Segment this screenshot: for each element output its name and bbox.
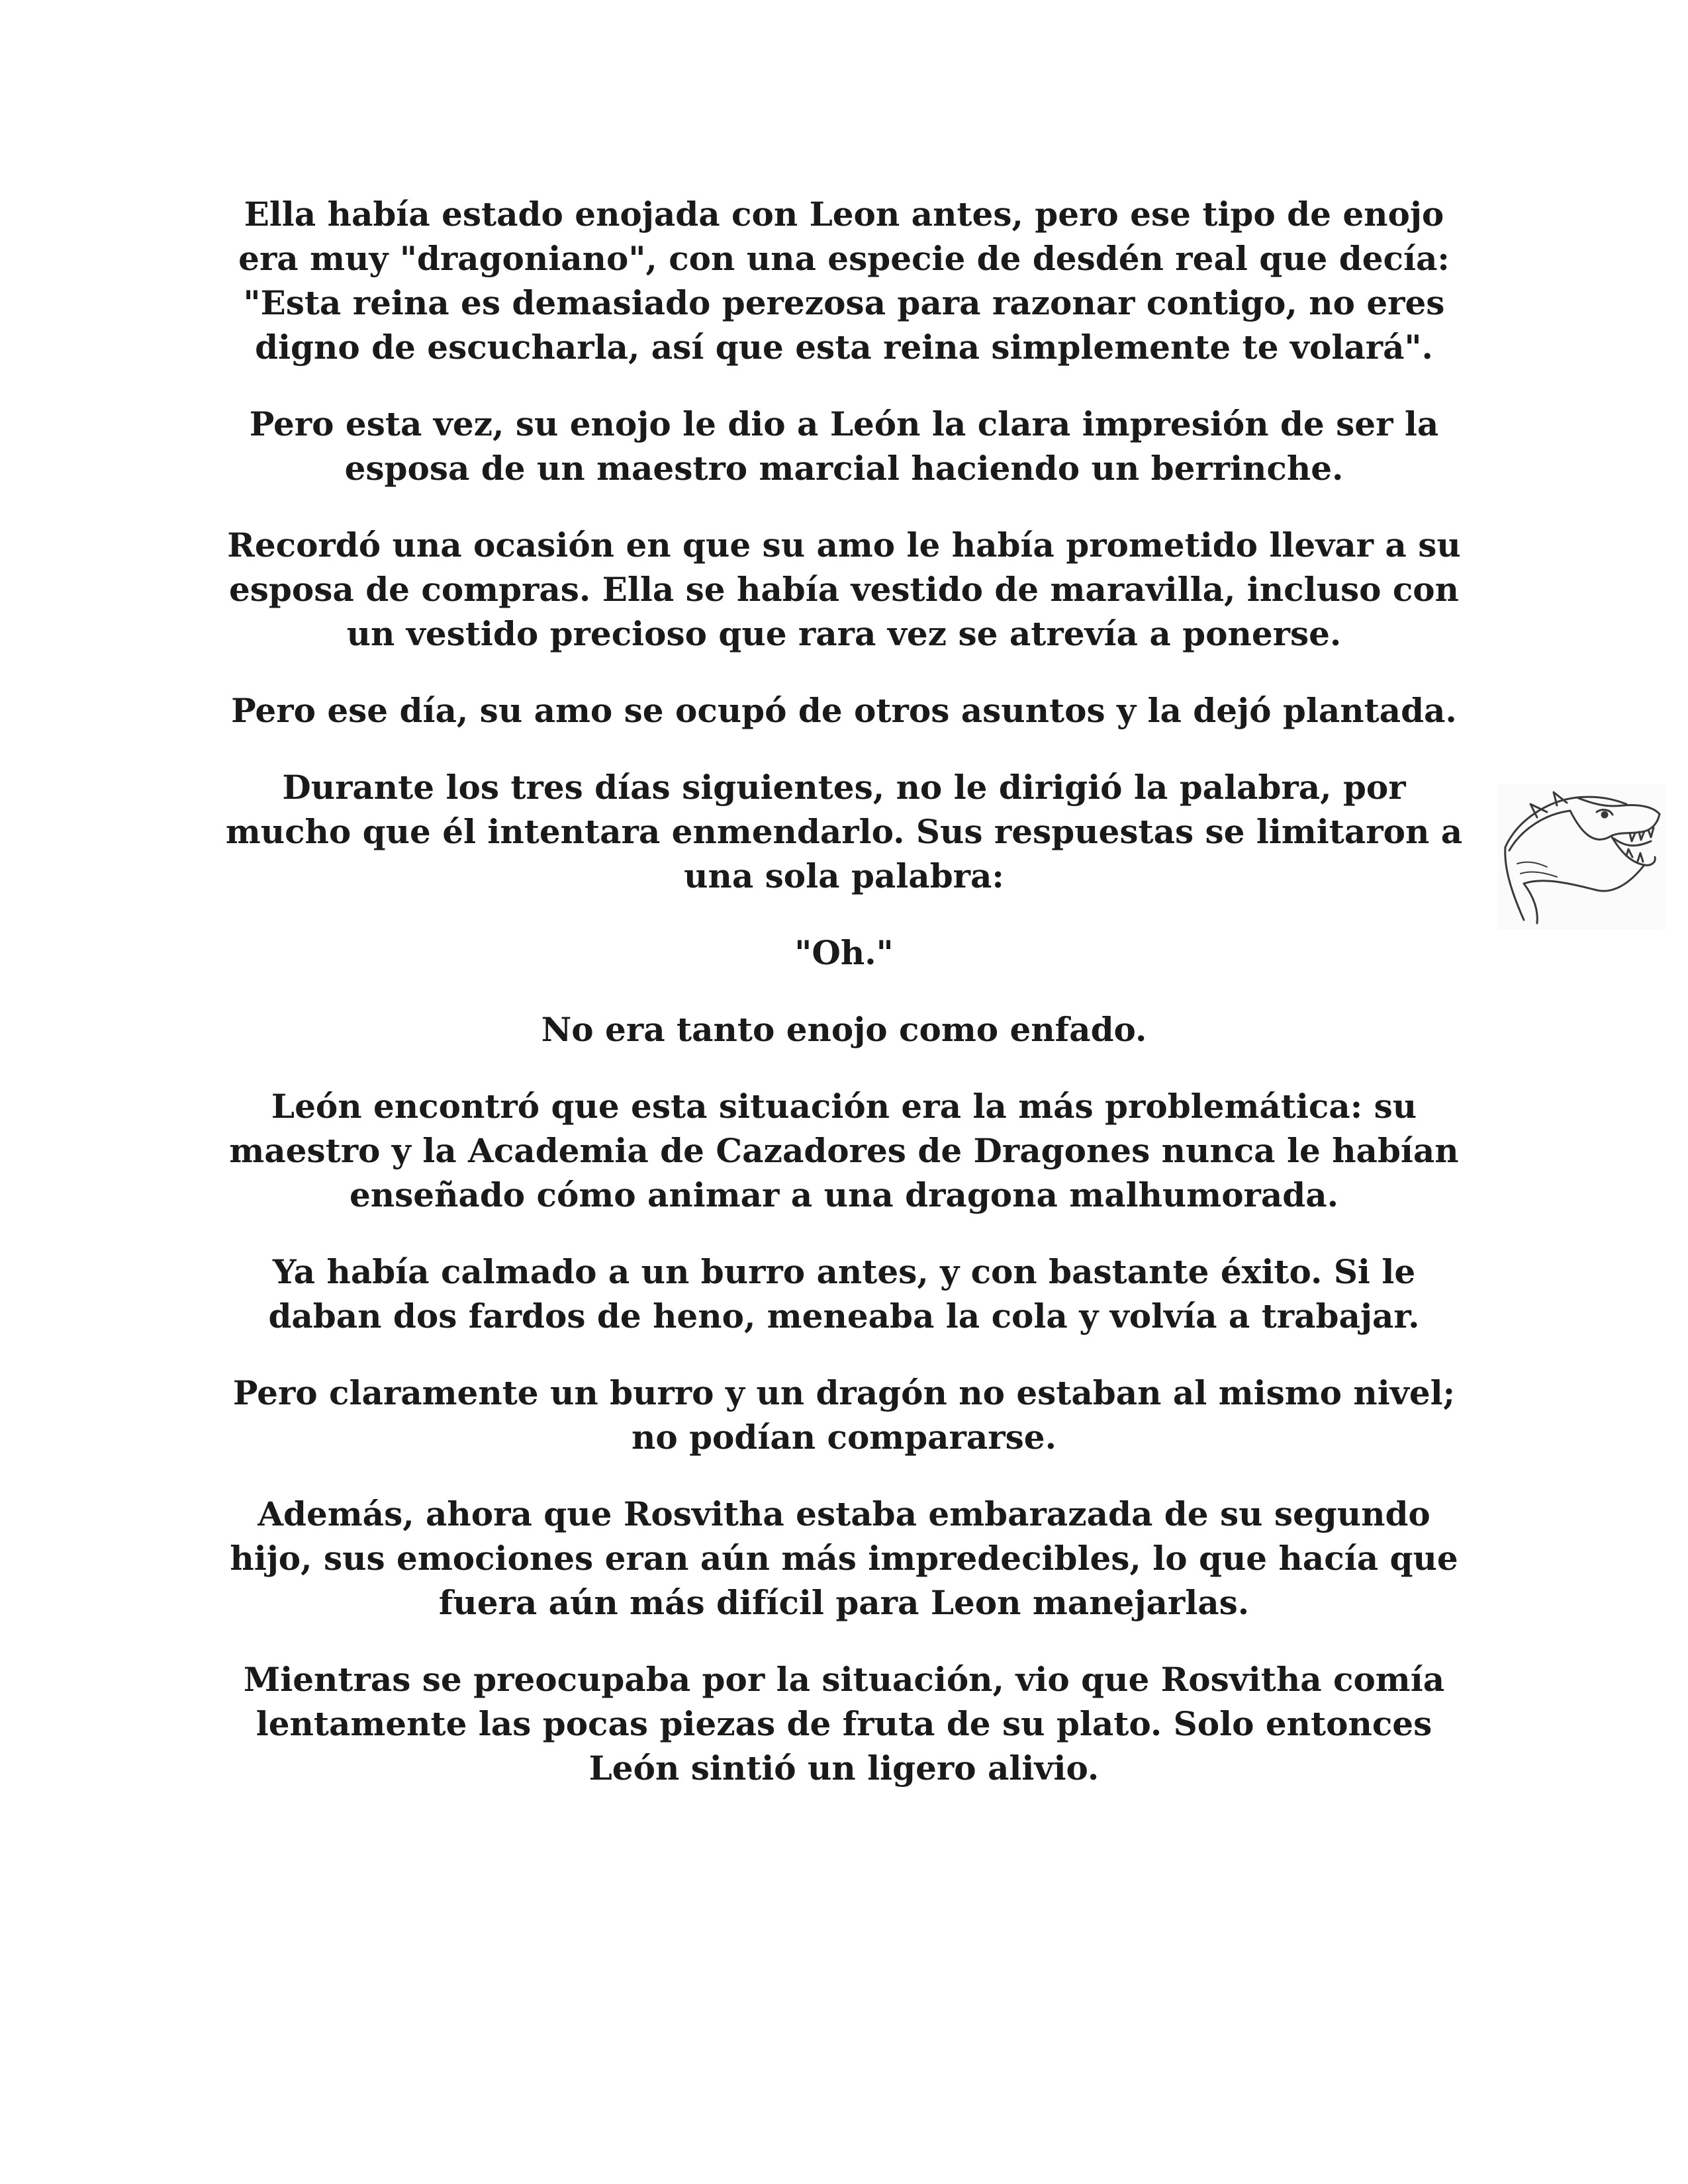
paragraph-9: Ya había calmado a un burro antes, y con bastante éxito. Si le daban dos fardos de heno, meneaba la cola y volvía a trabajar. (268, 1252, 1420, 1336)
paragraph-12: Mientras se preocupaba por la situación, vio que Rosvitha comía lentamente las pocas piezas de fruta de su plato. Solo entonces León sintió un ligero alivio. (243, 1660, 1445, 1788)
paragraph-10: Pero claramente un burro y un dragón no estaban al mismo nivel; no podían compararse. (232, 1373, 1456, 1457)
dragon-head-sketch-icon (1497, 784, 1666, 930)
paragraph-8: León encontró que esta situación era la más problemática: su maestro y la Academia de Cazadores de Dragones nunca le habían enseñado cómo animar a una dragona malhumorada. (229, 1087, 1459, 1214)
paragraph-1: Ella había estado enojada con Leon antes, pero ese tipo de enojo era muy "dragoniano", con una especie de desdén real que decía: "Esta reina es demasiado perezosa para razonar contigo, no eres digno de escucharla, así que esta reina simplemente te volará". (238, 195, 1450, 367)
paragraph-5: Durante los tres días siguientes, no le dirigió la palabra, por mucho que él intentara enmendarlo. Sus respuestas se limitaron a una sola palabra: (225, 768, 1463, 895)
paragraph-11: Además, ahora que Rosvitha estaba embarazada de su segundo hijo, sus emociones eran aún más impredecibles, lo que hacía que fuera aún más difícil para Leon manejarlas. (230, 1494, 1458, 1622)
paragraph-2: Pero esta vez, su enojo le dio a León la clara impresión de ser la esposa de un maestro marcial haciendo un berrinche. (249, 404, 1439, 488)
paragraph-7: No era tanto enojo como enfado. (541, 1010, 1147, 1049)
story-text (218, 192, 1470, 1823)
paragraph-6: "Oh." (794, 933, 894, 972)
paragraph-4: Pero ese día, su amo se ocupó de otros asuntos y la dejó plantada. (231, 691, 1457, 730)
paragraph-3: Recordó una ocasión en que su amo le había prometido llevar a su esposa de compras. Ella se había vestido de maravilla, incluso con un vestido precioso que rara vez se atrevía a ponerse. (227, 525, 1461, 653)
